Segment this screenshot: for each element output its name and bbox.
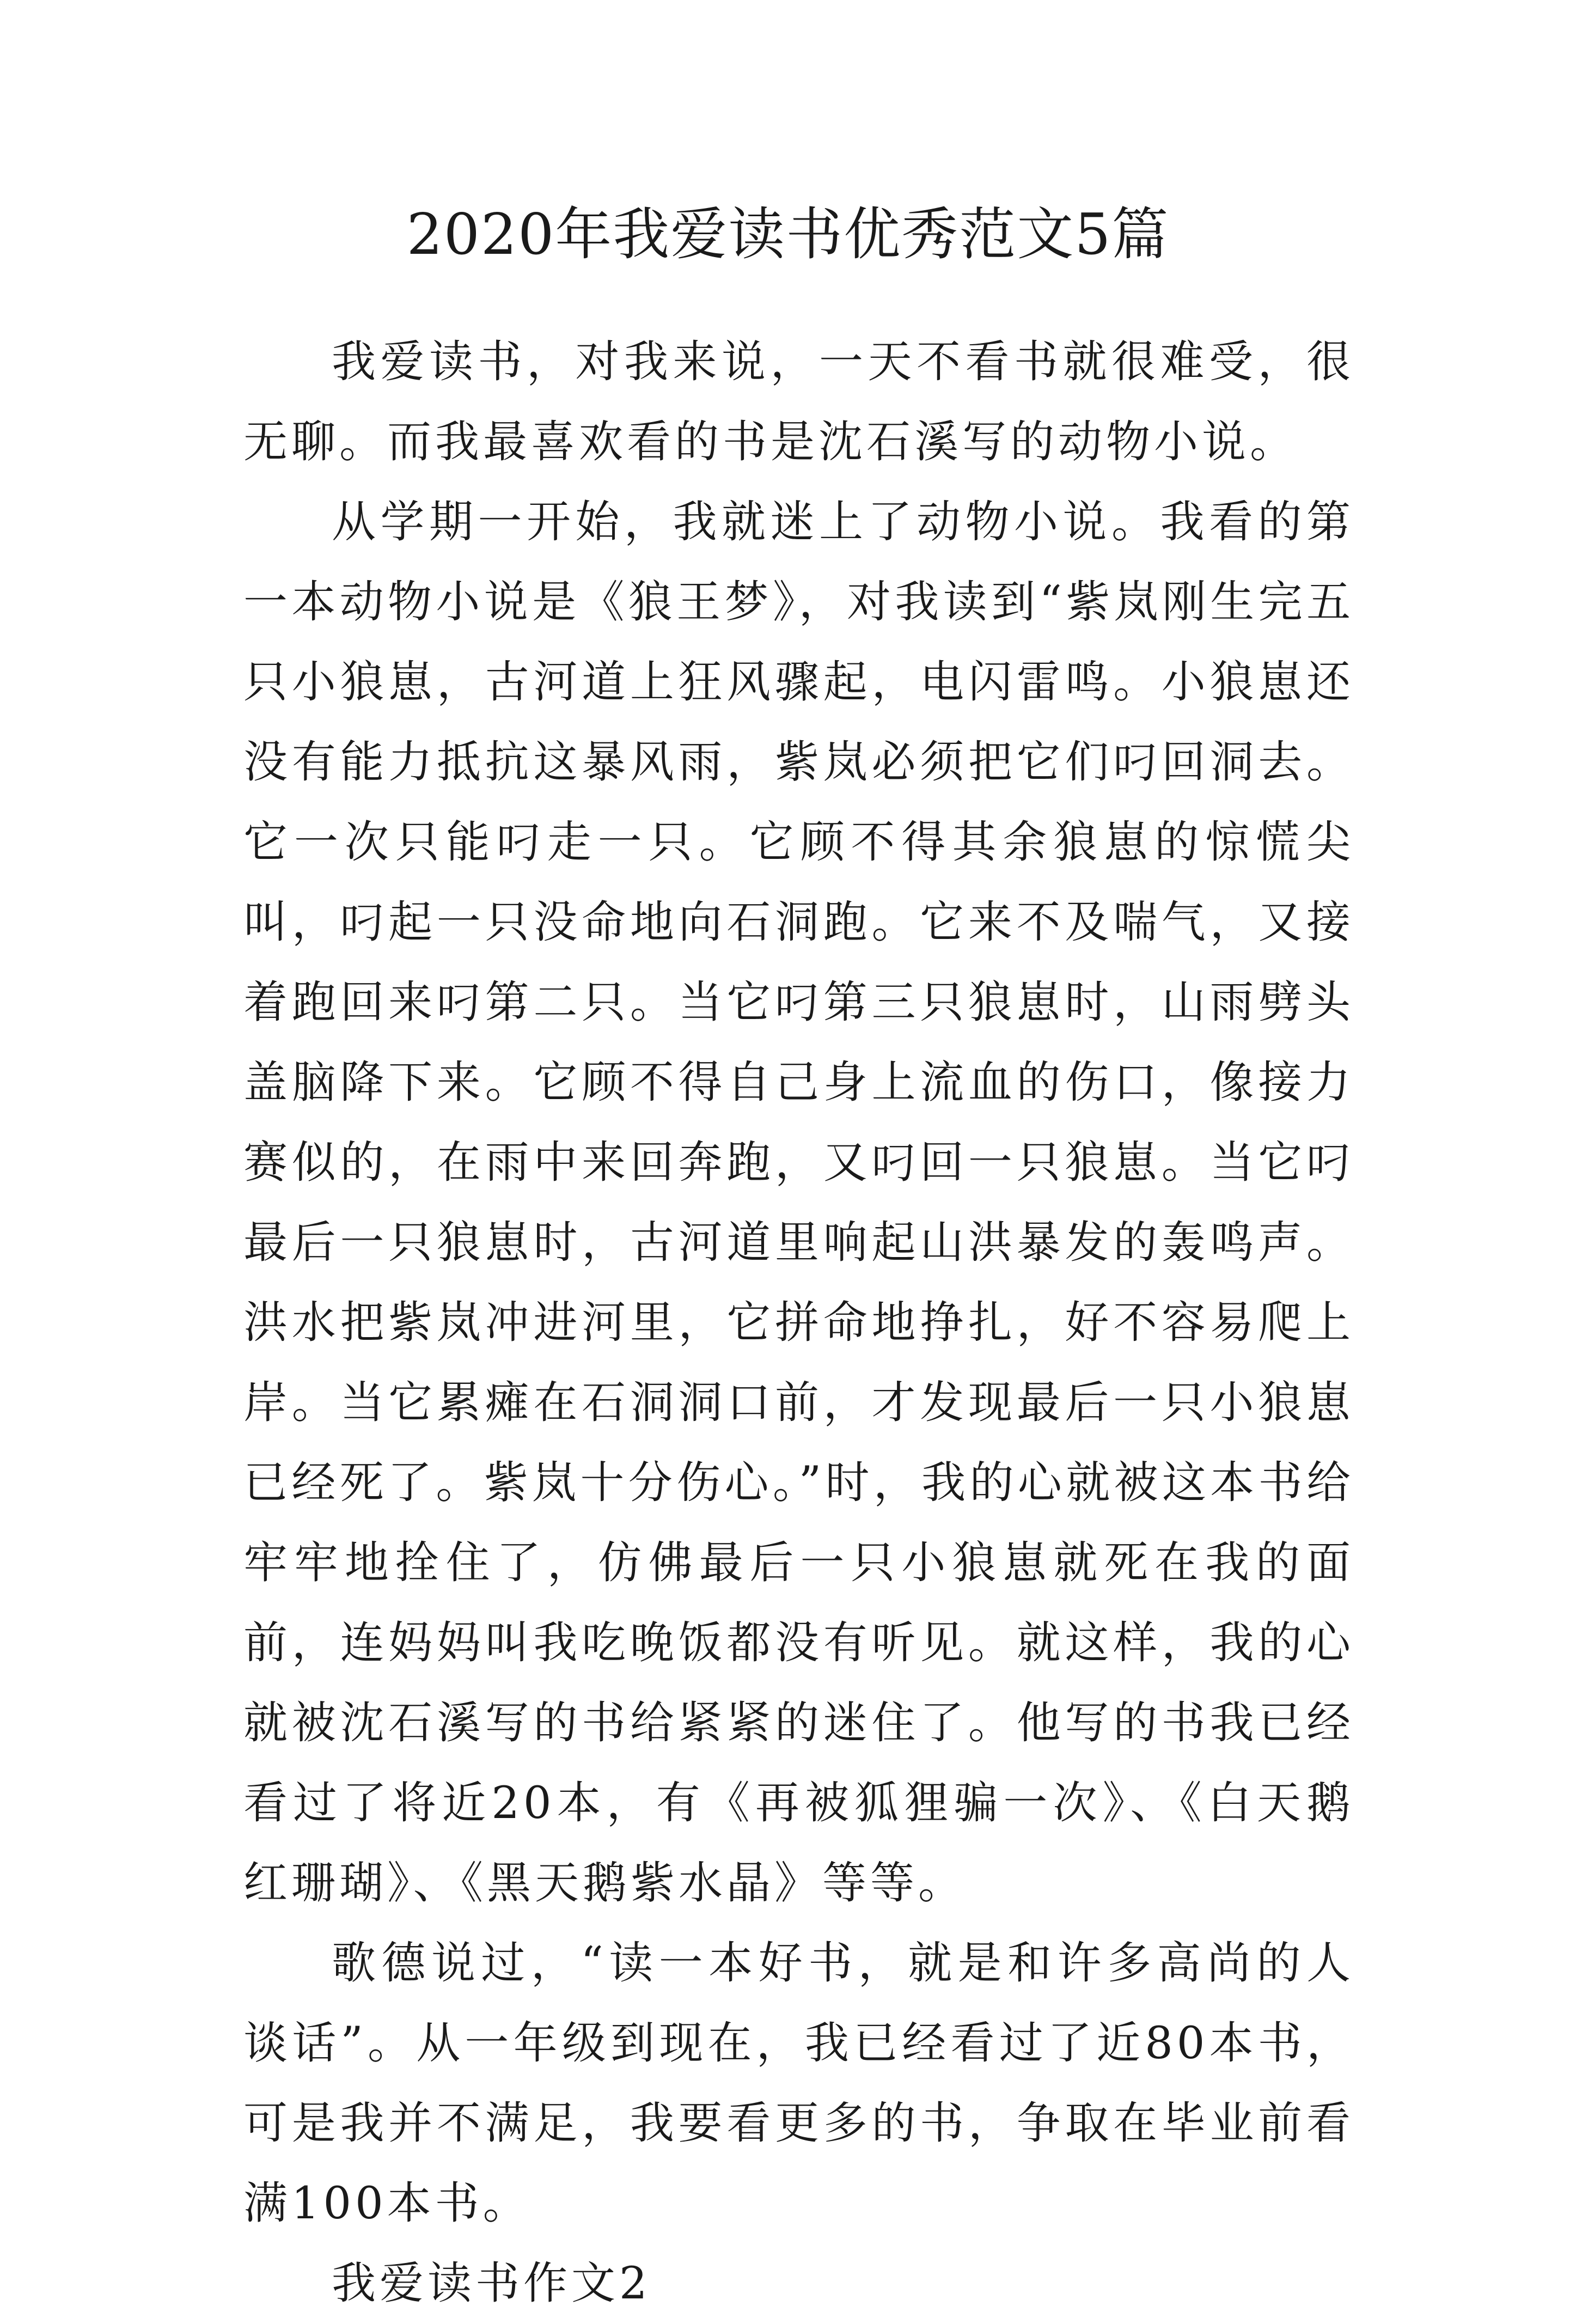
paragraph-1: 我爱读书，对我来说，一天不看书就很难受，很无聊。而我最喜欢看的书是沈石溪写的动物小说。 xyxy=(243,337,1354,468)
document-body xyxy=(243,322,1354,2324)
paragraph-2: 从学期一开始，我就迷上了动物小说。我看的第一本动物小说是《狼王梦》，对我读到“紫岚刚生完五只小狼崽，古河道上狂风骤起，电闪雷鸣。小狼崽还没有能力抵抗这暴风雨，紫岚必须把它们叼回洞去。它一次只能叼走一只。它顾不得其余狼崽的惊慌尖叫，叼起一只没命地向石洞跑。它来不及喘气，又接着跑回来叼第二只。当它叼第三只狼崽时，山雨劈头盖脑降下来。它顾不得自己身上流血的伤口，像接力赛似的，在雨中来回奔跑，又叼回一只狼崽。当它叼最后一只狼崽时，古河道里响起山洪暴发的轰鸣声。洪水把紫岚冲进河里，它拼命地挣扎，好不容易爬上岸。当它累瘫在石洞洞口前，才发现最后一只小狼崽已经死了。紫岚十分伤心。”时，我的心就被这本书给牢牢地拴住了，仿佛最后一只小狼崽就死在我的面前，连妈妈叫我吃晚饭都没有听见。就这样，我的心就被沈石溪写的书给紧紧的迷住了。他写的书我已经看过了将近20本，有《再被狐狸骗一次》、《白天鹅红珊瑚》、《黑天鹅紫水晶》等等。 xyxy=(243,497,1354,1909)
section-heading-essay-2: 我爱读书作文2 xyxy=(332,2258,651,2309)
document-title: 2020年我爱读书优秀范文5篇 xyxy=(406,201,1170,267)
paragraph-3: 歌德说过，“读一本好书，就是和许多高尚的人谈话”。从一年级到现在，我已经看过了近80本书，可是我并不满足，我要看更多的书，争取在毕业前看满100本书。 xyxy=(243,1938,1354,2229)
